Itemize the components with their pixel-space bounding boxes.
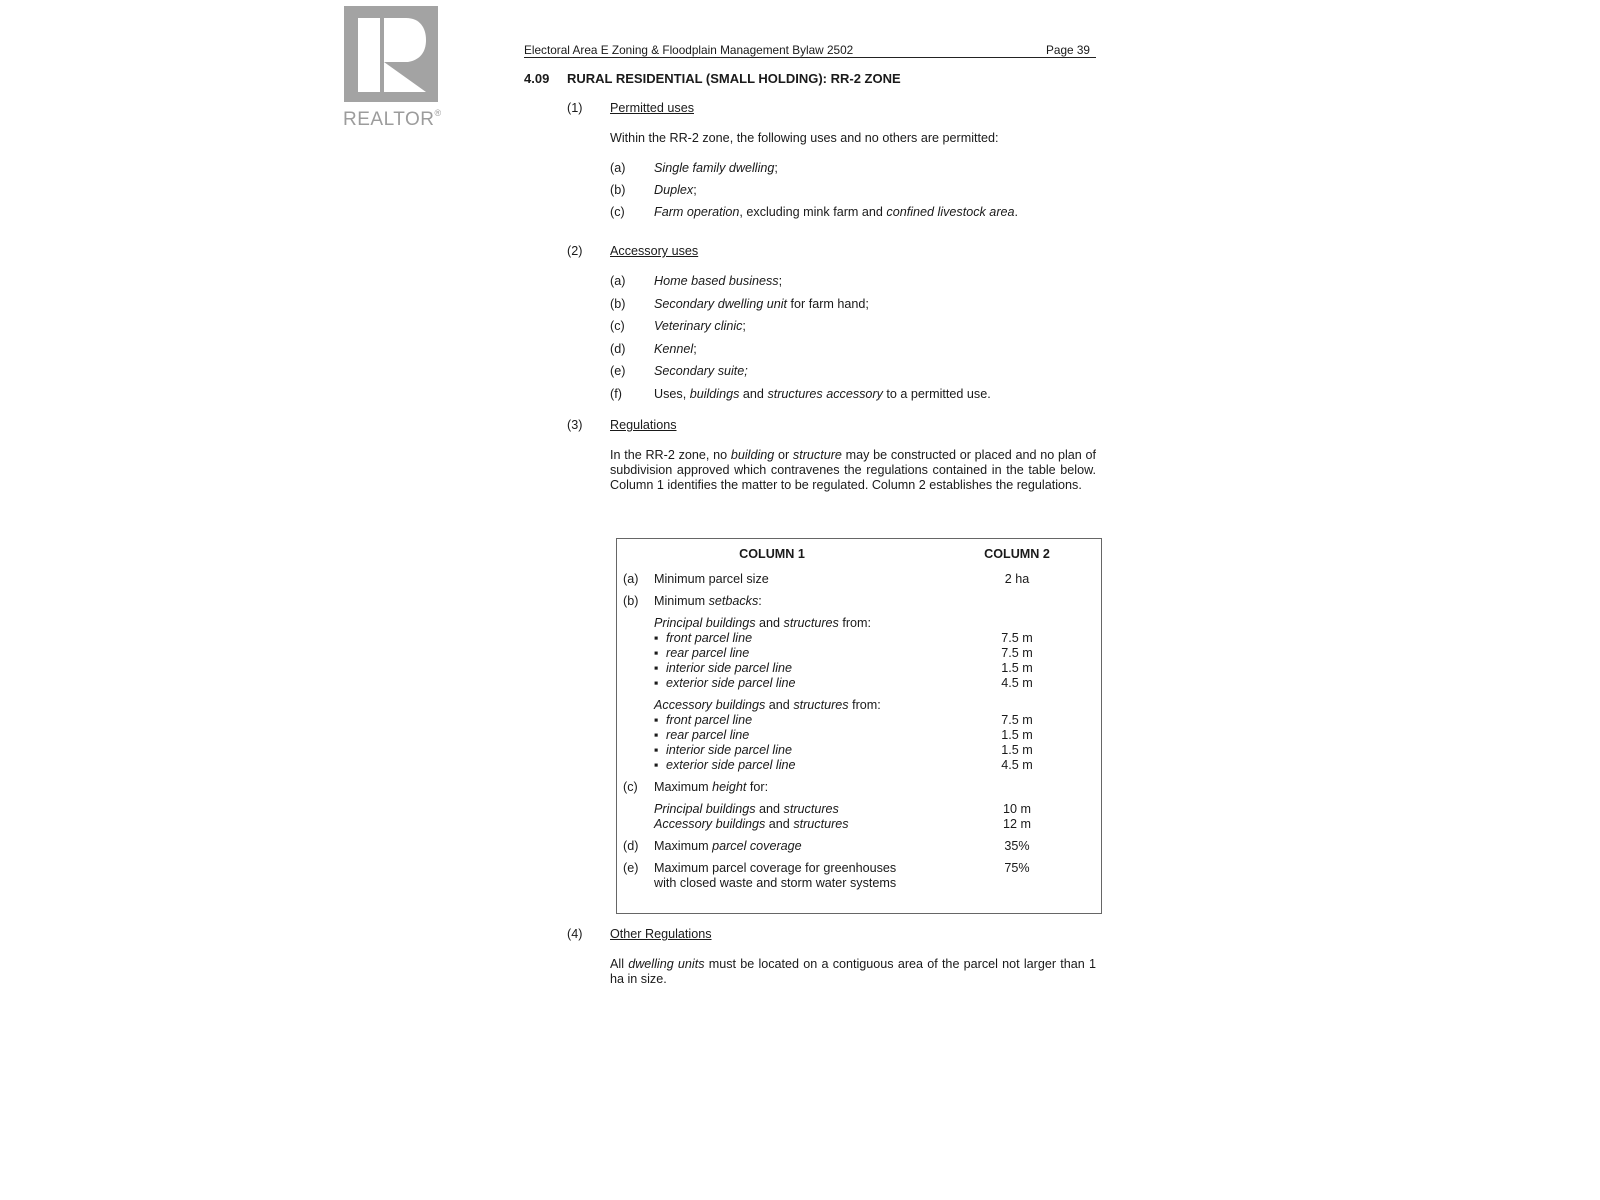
subsection-number: (4) — [567, 927, 583, 941]
list-item-label: (d) — [610, 341, 626, 356]
list-item-label: (b) — [610, 296, 626, 311]
list-item — [610, 297, 869, 312]
list-item-label: (a) — [610, 274, 626, 288]
column-1-cell: Accessory buildings and structures from: — [654, 698, 881, 712]
bullet-icon: ▪ — [654, 661, 659, 675]
column-2-cell: 7.5 m — [1001, 631, 1033, 645]
column-2-header: COLUMN 2 — [984, 547, 1050, 561]
list-item-text: Secondary suite; — [654, 364, 748, 378]
list-item — [610, 319, 746, 334]
row-label: (c) — [623, 780, 638, 794]
list-item — [610, 274, 782, 289]
column-2-cell: 35% — [1004, 839, 1030, 853]
column-1-cell: ▪ exterior side parcel line — [654, 676, 796, 690]
list-item-label: (f) — [610, 386, 622, 401]
column-1-cell: ▪ front parcel line — [654, 713, 753, 727]
list-item-label: (c) — [610, 205, 625, 219]
subsection-number: (1) — [567, 101, 583, 115]
list-item — [610, 205, 1018, 220]
list-item-text: Veterinary clinic; — [654, 319, 746, 333]
subsection-heading-regulations: Regulations — [610, 418, 677, 432]
column-1-cell: ▪ rear parcel line — [654, 728, 750, 742]
column-1-cell: Principal buildings and structures — [654, 802, 839, 816]
list-item-text: Farm operation, excluding mink farm and confined livestock area. — [654, 205, 1019, 219]
section-title — [524, 71, 901, 86]
document-title: Electoral Area E Zoning & Floodplain Management Bylaw 2502 — [524, 43, 854, 57]
subsection-heading-accessory: Accessory uses — [610, 244, 699, 258]
bullet-icon: ▪ — [654, 676, 659, 690]
subsection-number: (3) — [567, 418, 583, 432]
other-regulations-paragraph: All dwelling units must be located on a contiguous area of the parcel not larger than 1 ha in size. — [610, 957, 1097, 986]
column-2-cell: 4.5 m — [1001, 758, 1033, 772]
list-item-text: Kennel; — [654, 341, 697, 356]
row-label: (d) — [623, 839, 639, 853]
permitted-intro: Within the RR-2 zone, the following uses and no others are permitted: — [610, 131, 999, 145]
column-1-cell: Accessory buildings and structures — [654, 817, 849, 831]
regulations-paragraph: In the RR-2 zone, no building or structure may be constructed or placed and no plan of subdivision approved which contravenes the regulations contained in the table below. Column 1 identifies the matter to be regulated. Column 2 establishes the regulations. — [610, 448, 1096, 492]
column-2-cell: 75% — [1004, 861, 1030, 875]
list-item — [610, 183, 697, 198]
column-1-cell: ▪ interior side parcel line — [654, 661, 792, 675]
section-heading: RURAL RESIDENTIAL (SMALL HOLDING): RR-2 ZONE — [567, 71, 901, 86]
column-1-cell: Minimum parcel size — [654, 572, 769, 586]
subsection-heading-permitted: Permitted uses — [610, 101, 694, 115]
bullet-icon: ▪ — [654, 758, 659, 772]
section-number: 4.09 — [524, 71, 550, 86]
list-item — [610, 161, 778, 176]
column-2-cell: 2 ha — [1004, 572, 1030, 586]
column-1-cell: with closed waste and storm water systems — [654, 876, 897, 890]
bullet-icon: ▪ — [654, 713, 659, 727]
list-item-label: (a) — [610, 161, 626, 175]
list-item-text: Secondary dwelling unit for farm hand; — [654, 296, 869, 311]
list-item — [610, 387, 991, 402]
page-number: Page 39 — [1046, 43, 1090, 57]
column-1-cell: Maximum height for: — [654, 780, 769, 794]
realtor-r-icon — [344, 6, 438, 102]
list-item-text: Home based business; — [654, 274, 783, 288]
column-1-cell: Minimum setbacks: — [654, 594, 762, 608]
column-1-cell: Principal buildings and structures from: — [654, 616, 872, 630]
column-2-cell: 7.5 m — [1001, 646, 1033, 660]
column-1-header: COLUMN 1 — [739, 547, 805, 561]
realtor-logo — [343, 6, 442, 130]
subsection-heading-other: Other Regulations — [610, 927, 712, 941]
list-item-text: Single family dwelling; — [654, 161, 778, 175]
column-1-cell: ▪ rear parcel line — [654, 646, 750, 660]
list-item-text: Uses, buildings and structures accessory to a permitted use. — [654, 386, 991, 401]
page-header — [524, 43, 1096, 58]
list-item-text: Duplex; — [654, 183, 697, 197]
bullet-icon: ▪ — [654, 743, 659, 757]
list-item — [610, 342, 697, 357]
column-1-cell: Maximum parcel coverage for greenhouses — [654, 861, 897, 875]
row-label: (e) — [623, 861, 639, 875]
row-label: (a) — [623, 572, 639, 586]
subsection-number: (2) — [567, 244, 583, 258]
list-item-label: (b) — [610, 183, 626, 197]
row-label: (b) — [623, 594, 639, 608]
bullet-icon: ▪ — [654, 728, 659, 742]
regulations-table — [616, 538, 1102, 914]
bullet-icon: ▪ — [654, 646, 659, 660]
column-1-cell: Maximum parcel coverage — [654, 839, 802, 853]
column-2-cell: 7.5 m — [1001, 713, 1033, 727]
bullet-icon: ▪ — [654, 631, 659, 645]
column-2-cell: 10 m — [1003, 802, 1031, 816]
column-2-cell: 1.5 m — [1001, 743, 1033, 757]
column-1-cell: ▪ front parcel line — [654, 631, 753, 645]
column-1-cell: ▪ exterior side parcel line — [654, 758, 796, 772]
realtor-wordmark: REALTOR® — [343, 108, 442, 130]
column-2-cell: 1.5 m — [1001, 661, 1033, 675]
column-2-cell: 4.5 m — [1001, 676, 1033, 690]
column-2-cell: 1.5 m — [1001, 728, 1033, 742]
list-item-label: (e) — [610, 364, 626, 378]
column-1-cell: ▪ interior side parcel line — [654, 743, 792, 757]
column-2-cell: 12 m — [1003, 817, 1031, 831]
list-item-label: (c) — [610, 319, 625, 333]
list-item — [610, 364, 748, 379]
